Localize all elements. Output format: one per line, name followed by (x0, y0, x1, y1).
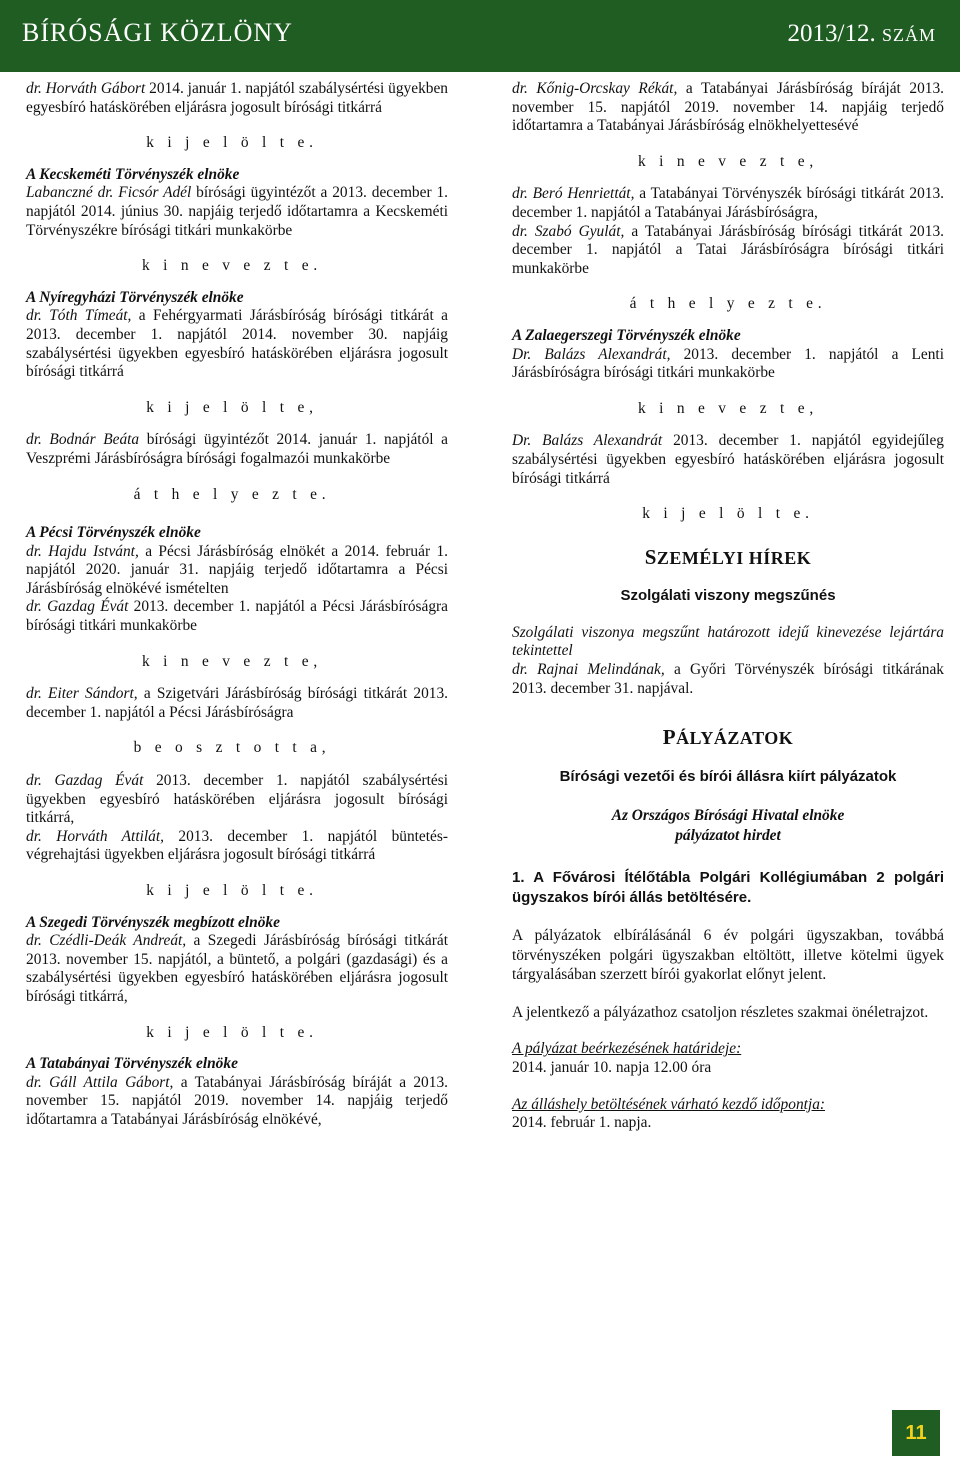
decision-word: k i n e v e z t e, (142, 652, 322, 670)
paragraph: dr. Hajdu Istvánt, a Pécsi Járásbíróság elnökét a 2014. február 1. napjától 2020. január 31. napjáig terjedő időtartamra a Pécsi Járásbíróság elnökévé ismételten (26, 542, 449, 597)
court-heading: A Zalaegerszegi Törvényszék elnöke (512, 326, 741, 344)
court-heading: A Nyíregyházi Törvényszék elnöke (26, 288, 244, 306)
decision-word: á t h e l y e z t e. (133, 485, 331, 503)
decision-word: k i j e l ö l t e. (642, 505, 814, 523)
person-name: dr. Hajdu Istvánt, (26, 542, 139, 560)
person-name: dr. Horváth Attilát, (26, 827, 164, 845)
decision-word: k i j e l ö l t e, (146, 398, 318, 416)
section-title-tenders: PÁLYÁZATOK (662, 725, 794, 750)
person-name: dr. Rajnai Melindának, (512, 661, 665, 679)
paragraph: dr. Gazdag Évát 2013. december 1. napjától szabálysértési ügyekben egyesbíró hatáskörében eljárásra jogosult bírósági titkárrá, (26, 772, 448, 827)
decision-word: k i j e l ö l t e. (146, 882, 318, 899)
court-heading: A Tatabányai Törvényszék elnöke (26, 1055, 238, 1073)
issuing-office: Az Országos Bírósági Hivatal elnöke (611, 807, 845, 825)
deadline-value: 2014. január 10. napja 12.00 óra (512, 1059, 712, 1077)
paragraph: dr. Beró Henriettát, a Tatabányai Törvényszék bírósági titkárát 2013. december 1. napjától a Tatabányai Járásbíróságra, (512, 185, 945, 221)
paragraph: Dr. Balázs Alexandrát 2013. december 1. napjától egyidejűleg szabálysértési ügyekben egyesbíró hatáskörében eljárásra jogosult bírósági titkárrá (512, 432, 944, 487)
court-heading: A Szegedi Törvényszék megbízott elnöke (26, 913, 280, 931)
page-header (0, 0, 960, 72)
decision-word: k i n e v e z t e, (638, 152, 818, 170)
person-name: dr. Gazdag Évát (26, 772, 144, 790)
person-name: Labanczné dr. Ficsór Adél (26, 184, 192, 202)
paragraph: dr. Czédli-Deák Andreát, a Szegedi Járásbíróság bírósági titkárát 2013. november 15. napjától, a büntető, a polgári (gazdasági) és a szabálysértési ügyekben egyesbíró hatáskörében eljárásra jogosult bírósági titkárrá, (26, 932, 448, 1005)
person-name: dr. Kőnig-Orcskay Rékát, (512, 80, 678, 97)
decision-word: k i j e l ö l t e. (146, 134, 318, 152)
person-name: Dr. Balázs Alexandrát, (512, 345, 671, 363)
issuing-office-action: pályázatot hirdet (675, 827, 781, 845)
court-heading: A Kecskeméti Törvényszék elnöke (26, 165, 240, 183)
deadline-label: A pályázat beérkezésének határideje: (512, 1040, 742, 1058)
person-name: dr. Bodnár Beáta (26, 431, 140, 449)
person-name: dr. Szabó Gyulát, (512, 222, 625, 240)
decision-word: k i n e v e z t e, (638, 399, 818, 417)
paragraph: dr. Bodnár Beáta bírósági ügyintézőt 2014. január 1. napjától a Veszprémi Járásbíróságra bírósági fogalmazói munkakörbe (26, 431, 448, 467)
decision-word: b e o s z t o t t a, (133, 739, 331, 757)
decision-word: k i j e l ö l t e. (146, 1023, 318, 1041)
court-heading: A Pécsi Törvényszék elnöke (26, 524, 201, 542)
paragraph: dr. Rajnai Melindának, a Győri Törvényszék bírósági titkárának 2013. december 31. napjával. (512, 661, 944, 697)
paragraph: dr. Kőnig-Orcskay Rékát, a Tatabányai Járásbíróság bíráját 2013. november 15. napjától 2019. november 14. napjáig terjedő időtartamra a Tatabányai Járásbíróság elnökhelyettesévé (512, 80, 944, 135)
left-column (16, 80, 448, 1130)
person-name: dr. Gáll Attila Gábort, (26, 1073, 174, 1091)
paragraph: dr. Gazdag Évát 2013. december 1. napjától a Pécsi Járásbíróságra bírósági titkári munkakörbe (26, 598, 448, 635)
decision-word: k i n e v e z t e. (142, 257, 322, 275)
issue-label: SZÁM (881, 25, 936, 45)
paragraph: dr. Tóth Tímeát, a Fehérgyarmati Járásbíróság bírósági titkárát a 2013. december 1. napjától 2014. november 30. napjáig szabálysértési ügyekben egyesbíró hatáskörében eljárásra jogosult bírósági titkárrá (26, 307, 448, 381)
decision-word: á t h e l y e z t e. (629, 295, 827, 313)
journal-title: BÍRÓSÁGI KÖZLÖNY (22, 18, 293, 47)
paragraph: A jelentkező a pályázathoz csatoljon részletes szakmai önéletrajzot. (512, 1003, 929, 1021)
paragraph: Labanczné dr. Ficsór Adél bírósági ügyintézőt a 2013. december 1. napjától 2014. június 30. napjáig terjedő időtartamra a Kecskeméti Törvényszékre bírósági titkári munkakörbe (26, 184, 448, 239)
person-name: dr. Czédli-Deák Andreát, (26, 932, 187, 950)
right-column (512, 80, 944, 1133)
note: Szolgálati viszonya megszűnt határozott idejű kinevezése lejártára tekintettel (512, 623, 944, 660)
paragraph: dr. Horváth Gábort 2014. január 1. napjától szabálysértési ügyekben egyesbíró hatáskörében eljárásra jogosult bírósági titkárrá (26, 80, 448, 116)
paragraph: A pályázatok elbírálásánál 6 év polgári ügyszakban, továbbá törvényszéken polgári ügyszakban eltöltött, illetve kötelmi ügyek tárgyalásában szerzett bírói gyakorlat előnyt jelent. (512, 927, 944, 984)
job-title: 1. A Fővárosi Ítélőtábla Polgári Kollégiumában 2 polgári ügyszakos bírói állás betöltésére. (512, 869, 944, 907)
paragraph: dr. Horváth Attilát, 2013. december 1. napjától büntetés-végrehajtási ügyekben eljárásra jogosult bírósági titkárrá (26, 827, 448, 864)
section-title-personal-news: SZEMÉLYI HÍREK (644, 544, 812, 569)
paragraph: dr. Eiter Sándort, a Szigetvári Járásbíróság bírósági titkárát 2013. december 1. napjától a Pécsi Járásbíróságra (26, 685, 449, 721)
page-number: 11 (892, 1410, 940, 1456)
start-date-label: Az álláshely betöltésének várható kezdő időpontja: (512, 1095, 826, 1113)
paragraph: Dr. Balázs Alexandrát, 2013. december 1. napjától a Lenti Járásbíróságra bírósági titkári munkakörbe (512, 345, 944, 382)
person-name: dr. Gazdag Évát (26, 598, 129, 616)
person-name: Dr. Balázs Alexandrát (512, 432, 663, 450)
subsection-title: Bírósági vezetői és bírói állásra kiírt pályázatok (559, 767, 897, 785)
person-name: dr. Beró Henriettát, (512, 185, 635, 203)
person-name: dr. Horváth Gábort (26, 80, 146, 97)
issue-main: 2013/12. (787, 20, 876, 47)
person-name: dr. Eiter Sándort, (26, 685, 138, 703)
start-date-value: 2014. február 1. napja. (512, 1114, 652, 1132)
paragraph: dr. Gáll Attila Gábort, a Tatabányai Járásbíróság bíráját a 2013. november 15. napjától 2019. november 14. napjáig terjedő időtartamra a Tatabányai Járásbíróság elnökévé, (26, 1073, 448, 1128)
person-name: dr. Tóth Tímeát, (26, 307, 132, 325)
subsection-title: Szolgálati viszony megszűnés (620, 587, 836, 605)
paragraph: dr. Szabó Gyulát, a Tatabányai Járásbíróság bírósági titkárát 2013. december 1. napjától a Tatai Járásbíróságra bírósági titkári munkakörbe (512, 222, 944, 277)
issue-number (788, 20, 936, 48)
